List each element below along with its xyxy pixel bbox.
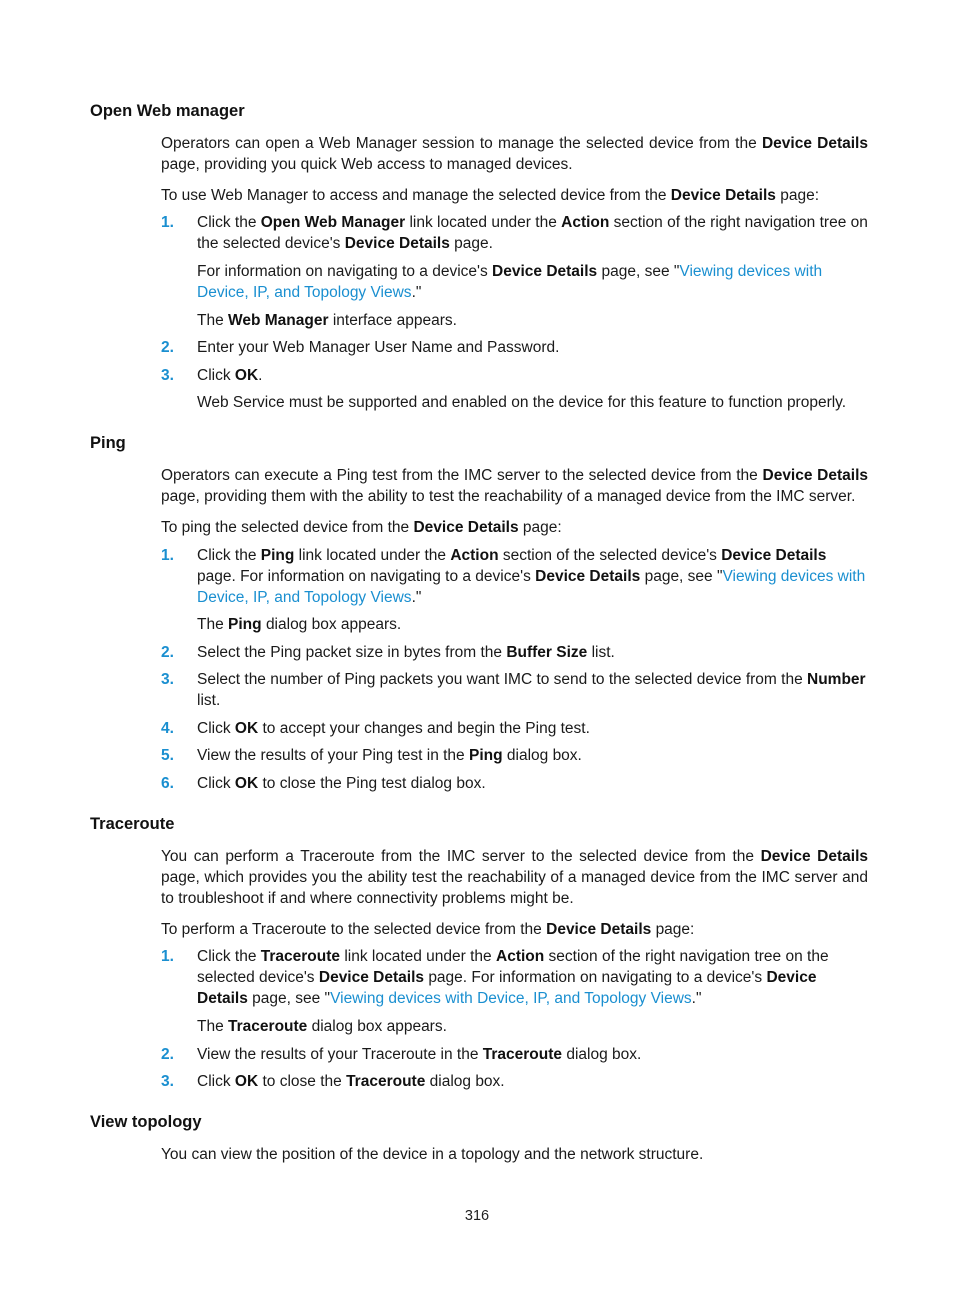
- text: Operators can execute a Ping test from the IMC server to the selected device from the: [161, 467, 758, 484]
- text: section of the selected device's: [502, 547, 717, 564]
- term-device-details: Device Details: [535, 568, 641, 586]
- term-buffer-size: Buffer Size: [506, 644, 588, 661]
- step-number: 2.: [161, 1046, 174, 1063]
- text: section of the right navigation tree on the selected device's: [197, 948, 829, 987]
- term-device-details: Device Details: [546, 921, 652, 938]
- page-number: 316: [464, 1208, 490, 1224]
- section-heading-open-web-manager: Open Web manager: [90, 102, 245, 120]
- text: page, which provides you the ability test the reachability of a managed device from the IMC server and to troubleshoot if and where connectivity problems might be.: [161, 869, 868, 908]
- text: interface appears.: [332, 312, 457, 329]
- text: Select the number of Ping packets you want IMC to send to the selected device from the: [197, 671, 803, 688]
- text: The: [197, 312, 224, 329]
- open-web-manager-step-1-result: [197, 310, 868, 331]
- traceroute-intro: [161, 846, 868, 910]
- section-heading-ping: Ping: [90, 434, 126, 452]
- term-action: Action: [561, 214, 610, 231]
- step-number: 1.: [161, 214, 174, 231]
- traceroute-step-1: [197, 946, 868, 1010]
- text: list.: [591, 644, 615, 661]
- link-viewing-devices[interactable]: Viewing devices with Device, IP, and Topology Views: [197, 568, 866, 607]
- term-device-details: Device Details: [344, 235, 450, 253]
- traceroute-lead: [161, 919, 868, 940]
- text: section of the right navigation tree on the selected device's: [197, 214, 868, 253]
- ping-lead: [161, 517, 868, 538]
- text: to close the Ping test dialog box.: [262, 775, 486, 792]
- section-heading-view-topology: View topology: [90, 1113, 202, 1131]
- text: To ping the selected device from the: [161, 519, 410, 536]
- text: list.: [197, 692, 221, 710]
- step-number: 2.: [161, 339, 174, 356]
- step-number: 5.: [161, 747, 174, 764]
- section-heading-traceroute: Traceroute: [90, 815, 175, 833]
- text: To use Web Manager to access and manage the selected device from the: [161, 187, 667, 204]
- ping-step-4: [197, 718, 868, 739]
- term-traceroute: Traceroute: [228, 1018, 308, 1035]
- term-device-details: Device Details: [761, 135, 868, 152]
- term-device-details: Device Details: [197, 969, 817, 1008]
- text: dialog box appears.: [311, 1018, 447, 1035]
- ping-intro: [161, 465, 868, 507]
- step-number: 3.: [161, 671, 174, 688]
- step-number: 6.: [161, 775, 174, 792]
- ping-step-3: [197, 669, 868, 711]
- step-number: 4.: [161, 720, 174, 737]
- ping-step-1: [197, 545, 868, 609]
- term-traceroute: Traceroute: [346, 1073, 426, 1090]
- text: dialog box.: [506, 747, 582, 764]
- open-web-manager-step-2: Enter your Web Manager User Name and Password.: [197, 339, 560, 356]
- text: View the results of your Traceroute in the: [197, 1046, 479, 1063]
- text: link located under the: [409, 214, 557, 231]
- text: Click the: [197, 214, 257, 231]
- text: Click: [197, 367, 231, 384]
- open-web-manager-step-3: [197, 365, 868, 386]
- text: page.: [454, 235, 493, 253]
- open-web-manager-step-1-info: [197, 261, 868, 303]
- term-ping: Ping: [260, 547, 295, 564]
- term-ok: OK: [234, 775, 259, 792]
- text: .": [691, 990, 702, 1008]
- text: page:: [522, 519, 562, 536]
- open-web-manager-lead: [161, 185, 868, 206]
- step-number: 1.: [161, 547, 174, 564]
- text: page, providing you quick Web access to managed devices.: [161, 156, 573, 174]
- text: dialog box appears.: [265, 616, 402, 633]
- text: Click the: [197, 948, 257, 965]
- text: Select the Ping packet size in bytes from the: [197, 644, 502, 661]
- text: link located under the: [344, 948, 492, 965]
- term-device-details: Device Details: [318, 969, 424, 987]
- text: Click the: [197, 547, 257, 564]
- term-device-details: Device Details: [492, 263, 598, 280]
- ping-step-5: [197, 745, 868, 766]
- term-action: Action: [496, 948, 545, 965]
- text: .: [258, 367, 263, 384]
- open-web-manager-step-1: [197, 212, 868, 254]
- text: page, see ": [252, 990, 331, 1008]
- text: To perform a Traceroute to the selected device from the: [161, 921, 542, 938]
- step-number: 3.: [161, 1073, 174, 1090]
- term-open-web-manager: Open Web Manager: [260, 214, 406, 231]
- term-device-details: Device Details: [760, 848, 869, 865]
- traceroute-step-1-result: [197, 1016, 868, 1037]
- term-web-manager: Web Manager: [228, 312, 329, 329]
- term-device-details: Device Details: [413, 519, 519, 536]
- text: page, see ": [601, 263, 680, 280]
- text: to accept your changes and begin the Ping test.: [262, 720, 590, 737]
- term-traceroute: Traceroute: [482, 1046, 563, 1063]
- text: dialog box.: [429, 1073, 505, 1090]
- text: Click: [197, 720, 231, 737]
- text: Click: [197, 775, 231, 792]
- term-device-details: Device Details: [670, 187, 776, 204]
- step-number: 2.: [161, 644, 174, 661]
- text: page. For information on navigating to a device's: [197, 568, 531, 586]
- text: page:: [780, 187, 820, 204]
- text: View the results of your Ping test in the: [197, 747, 465, 764]
- traceroute-step-2: [197, 1044, 868, 1065]
- open-web-manager-note: Web Service must be supported and enabled on the device for this feature to function properly.: [197, 394, 847, 411]
- term-ping: Ping: [468, 747, 503, 764]
- text: You can perform a Traceroute from the IMC server to the selected device from the: [161, 848, 755, 865]
- ping-step-2: [197, 642, 868, 663]
- view-topology-intro: You can view the position of the device in a topology and the network structure.: [161, 1146, 704, 1163]
- ping-step-1-result: [197, 614, 868, 635]
- text: The: [197, 616, 224, 633]
- term-device-details: Device Details: [721, 547, 827, 564]
- text: page:: [655, 921, 695, 938]
- text: Operators can open a Web Manager session to manage the selected device from the: [161, 135, 757, 152]
- text: .": [411, 589, 422, 607]
- term-ok: OK: [234, 1073, 259, 1090]
- term-ok: OK: [234, 720, 259, 737]
- link-viewing-devices[interactable]: Viewing devices with Device, IP, and Topology Views: [197, 263, 823, 302]
- link-viewing-devices[interactable]: Viewing devices with Device, IP, and Topology Views: [330, 990, 692, 1008]
- text: Click: [197, 1073, 231, 1090]
- term-device-details: Device Details: [762, 467, 869, 484]
- text: .": [411, 284, 422, 302]
- text: page. For information on navigating to a device's: [428, 969, 763, 987]
- term-action: Action: [450, 547, 499, 564]
- term-ping: Ping: [228, 616, 262, 633]
- step-number: 3.: [161, 367, 174, 384]
- text: page, see ": [644, 568, 723, 586]
- text: For information on navigating to a device's: [197, 263, 488, 280]
- open-web-manager-intro: [161, 133, 868, 175]
- text: link located under the: [298, 547, 447, 564]
- text: to close the: [262, 1073, 342, 1090]
- text: page, providing them with the ability to test the reachability of a managed device from the IMC server.: [161, 488, 856, 506]
- text: dialog box.: [566, 1046, 642, 1063]
- text: The: [197, 1018, 224, 1035]
- term-traceroute: Traceroute: [260, 948, 341, 965]
- traceroute-step-3: [197, 1071, 868, 1092]
- step-number: 1.: [161, 948, 174, 965]
- ping-step-6: [197, 773, 868, 794]
- term-number: Number: [807, 671, 866, 688]
- term-ok: OK: [234, 367, 259, 384]
